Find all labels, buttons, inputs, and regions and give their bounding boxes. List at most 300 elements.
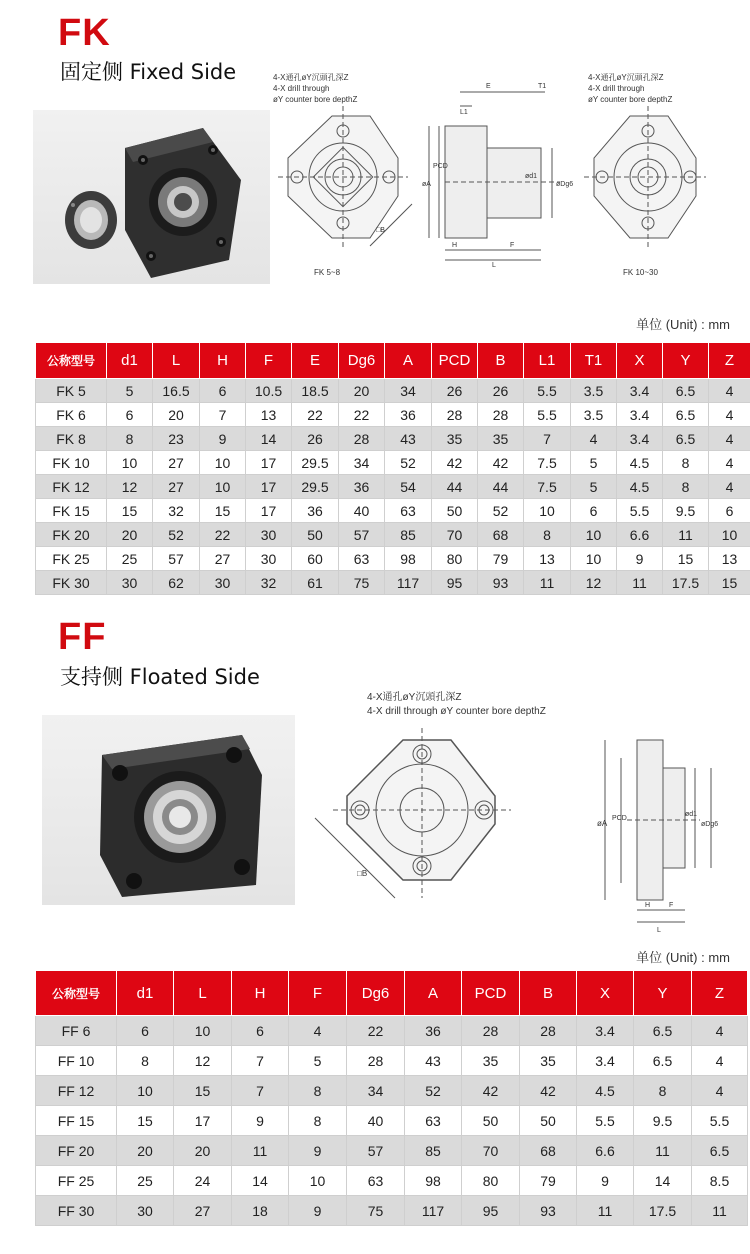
value-cell: 3.5 [571,403,617,427]
fk-dim-a: øA [422,181,431,188]
value-cell: 42 [462,1076,520,1106]
fk-dim-e: E [486,83,491,90]
table-row [36,1076,748,1106]
value-cell: 8 [663,475,709,499]
value-cell: 11 [524,571,571,595]
ff-header-d1: d1 [117,971,174,1016]
value-cell: 10 [107,451,153,475]
ff-dim-d1: ød1 [685,811,698,818]
fk-header-f: F [246,343,292,379]
value-cell: 6 [709,499,750,523]
value-cell: 9 [200,427,246,451]
model-cell: FF 25 [36,1166,117,1196]
value-cell: 15 [107,499,153,523]
table-row [36,475,750,499]
value-cell: 26 [478,379,524,403]
value-cell: 42 [520,1076,577,1106]
fk-header-y: Y [663,343,709,379]
value-cell: 17 [246,475,292,499]
ff-drawing-note-2: 4-X drill through øY counter bore depthZ [367,706,546,717]
model-cell: FF 20 [36,1136,117,1166]
value-cell: 23 [153,427,200,451]
value-cell: 7.5 [524,475,571,499]
value-cell: 22 [292,403,339,427]
table-row [36,379,750,403]
value-cell: 26 [432,379,478,403]
value-cell: 35 [478,427,524,451]
value-cell: 60 [292,547,339,571]
value-cell: 30 [107,571,153,595]
value-cell: 85 [385,523,432,547]
value-cell: 5 [571,475,617,499]
value-cell: 28 [520,1016,577,1046]
value-cell: 3.4 [577,1016,634,1046]
value-cell: 4 [709,427,750,451]
value-cell: 62 [153,571,200,595]
value-cell: 28 [339,427,385,451]
value-cell: 6.5 [634,1016,692,1046]
value-cell: 68 [478,523,524,547]
value-cell: 34 [339,451,385,475]
value-cell: 9.5 [663,499,709,523]
model-cell: FK 30 [36,571,107,595]
value-cell: 40 [347,1106,405,1136]
value-cell: 8 [289,1076,347,1106]
value-cell: 40 [339,499,385,523]
table-row [36,403,750,427]
value-cell: 11 [232,1136,289,1166]
value-cell: 8 [634,1076,692,1106]
value-cell: 6.6 [577,1136,634,1166]
fk-header-d1: d1 [107,343,153,379]
value-cell: 18.5 [292,379,339,403]
table-row [36,1136,748,1166]
value-cell: 5 [571,451,617,475]
fk-drawing-note-3: øY counter bore depthZ [273,95,358,104]
fk-header-x: X [617,343,663,379]
table-row [36,499,750,523]
value-cell: 13 [246,403,292,427]
value-cell: 32 [246,571,292,595]
value-cell: 13 [524,547,571,571]
fk-drawing-caption-left: FK 5~8 [314,268,341,277]
value-cell: 14 [246,427,292,451]
model-cell: FF 6 [36,1016,117,1046]
fk-dim-d1: ød1 [525,173,538,180]
value-cell: 17 [246,451,292,475]
ff-header-a: A [405,971,462,1016]
value-cell: 75 [339,571,385,595]
value-cell: 42 [478,451,524,475]
fk-header-model: 公称型号 [36,343,107,379]
value-cell: 36 [405,1016,462,1046]
ff-header-z: Z [692,971,748,1016]
value-cell: 11 [617,571,663,595]
ff-drawing-note-1: 4-X通孔øY沉頭孔深Z [367,692,462,703]
value-cell: 32 [153,499,200,523]
value-cell: 20 [117,1136,174,1166]
fk-header-dg6: Dg6 [339,343,385,379]
value-cell: 52 [478,499,524,523]
value-cell: 5.5 [617,499,663,523]
value-cell: 25 [107,547,153,571]
value-cell: 22 [200,523,246,547]
table-row [36,1016,748,1046]
value-cell: 30 [117,1196,174,1226]
fk-spec-table [35,342,750,595]
ff-technical-drawing [305,688,725,936]
value-cell: 6 [232,1016,289,1046]
value-cell: 20 [339,379,385,403]
value-cell: 36 [385,403,432,427]
value-cell: 57 [339,523,385,547]
ff-header-f: F [289,971,347,1016]
value-cell: 20 [107,523,153,547]
fk-header-e: E [292,343,339,379]
value-cell: 79 [478,547,524,571]
value-cell: 24 [174,1166,232,1196]
value-cell: 27 [153,475,200,499]
value-cell: 95 [432,571,478,595]
value-cell: 4 [709,379,750,403]
fk-drawing-note-5: 4-X drill through [588,84,645,93]
fk-section-subtitle: 固定侧 Fixed Side [60,60,237,84]
value-cell: 18 [232,1196,289,1226]
value-cell: 36 [292,499,339,523]
ff-spec-table [35,970,748,1226]
value-cell: 28 [347,1046,405,1076]
value-cell: 11 [634,1136,692,1166]
model-cell: FF 15 [36,1106,117,1136]
value-cell: 35 [520,1046,577,1076]
value-cell: 22 [347,1016,405,1046]
value-cell: 10 [524,499,571,523]
value-cell: 35 [432,427,478,451]
ff-table-header-row [36,971,748,1016]
value-cell: 63 [339,547,385,571]
fk-header-h: H [200,343,246,379]
fk-header-t1: T1 [571,343,617,379]
value-cell: 117 [405,1196,462,1226]
value-cell: 52 [405,1076,462,1106]
model-cell: FK 25 [36,547,107,571]
value-cell: 75 [347,1196,405,1226]
model-cell: FK 6 [36,403,107,427]
value-cell: 27 [174,1196,232,1226]
value-cell: 10 [200,451,246,475]
value-cell: 8 [289,1106,347,1136]
ff-dim-pcd: PCD [612,815,627,822]
value-cell: 9.5 [634,1106,692,1136]
table-row [36,571,750,595]
value-cell: 10 [709,523,750,547]
value-cell: 4 [709,403,750,427]
value-cell: 63 [385,499,432,523]
value-cell: 7.5 [524,451,571,475]
fk-header-l1: L1 [524,343,571,379]
value-cell: 61 [292,571,339,595]
value-cell: 63 [405,1106,462,1136]
value-cell: 52 [153,523,200,547]
model-cell: FK 5 [36,379,107,403]
value-cell: 8 [524,523,571,547]
value-cell: 43 [405,1046,462,1076]
value-cell: 4.5 [577,1076,634,1106]
value-cell: 85 [405,1136,462,1166]
value-cell: 14 [634,1166,692,1196]
value-cell: 17 [174,1106,232,1136]
value-cell: 6.5 [663,427,709,451]
fk-dim-b: □B [376,227,385,234]
fk-header-l: L [153,343,200,379]
value-cell: 26 [292,427,339,451]
ff-header-h: H [232,971,289,1016]
table-row [36,1106,748,1136]
value-cell: 50 [520,1106,577,1136]
value-cell: 34 [347,1076,405,1106]
table-row [36,451,750,475]
value-cell: 11 [663,523,709,547]
value-cell: 7 [200,403,246,427]
model-cell: FK 8 [36,427,107,451]
table-row [36,1166,748,1196]
ff-header-l: L [174,971,232,1016]
value-cell: 12 [107,475,153,499]
value-cell: 95 [462,1196,520,1226]
value-cell: 7 [232,1046,289,1076]
value-cell: 30 [200,571,246,595]
value-cell: 27 [200,547,246,571]
value-cell: 28 [462,1016,520,1046]
value-cell: 4 [692,1016,748,1046]
value-cell: 12 [571,571,617,595]
model-cell: FF 10 [36,1046,117,1076]
value-cell: 3.4 [617,427,663,451]
value-cell: 27 [153,451,200,475]
value-cell: 20 [174,1136,232,1166]
value-cell: 12 [174,1046,232,1076]
value-cell: 9 [289,1136,347,1166]
value-cell: 5.5 [577,1106,634,1136]
fk-header-pcd: PCD [432,343,478,379]
fk-drawing-caption-right: FK 10~30 [623,268,658,277]
value-cell: 7 [232,1076,289,1106]
fk-dim-pcd: PCD [433,163,448,170]
value-cell: 3.4 [617,379,663,403]
value-cell: 17 [246,499,292,523]
value-cell: 5.5 [692,1106,748,1136]
ff-dim-a: øA [597,819,608,828]
fk-technical-drawing [270,68,710,283]
table-row [36,427,750,451]
value-cell: 10 [289,1166,347,1196]
value-cell: 80 [462,1166,520,1196]
fk-drawing-note-4: 4-X通孔øY沉頭孔深Z [588,73,664,82]
fk-dim-dg6: øDg6 [556,181,574,188]
ff-header-y: Y [634,971,692,1016]
table-row [36,523,750,547]
value-cell: 50 [292,523,339,547]
ff-product-photo [42,715,295,905]
value-cell: 10 [571,547,617,571]
model-cell: FF 30 [36,1196,117,1226]
value-cell: 42 [432,451,478,475]
value-cell: 70 [462,1136,520,1166]
ff-header-dg6: Dg6 [347,971,405,1016]
value-cell: 6.5 [663,379,709,403]
value-cell: 4 [289,1016,347,1046]
value-cell: 80 [432,547,478,571]
fk-header-z: Z [709,343,750,379]
value-cell: 8 [663,451,709,475]
value-cell: 22 [339,403,385,427]
value-cell: 34 [385,379,432,403]
ff-unit-label: 单位 (Unit) : mm [636,950,730,965]
value-cell: 63 [347,1166,405,1196]
value-cell: 44 [432,475,478,499]
model-cell: FF 12 [36,1076,117,1106]
value-cell: 117 [385,571,432,595]
fk-dim-t1: T1 [538,83,547,90]
value-cell: 9 [289,1196,347,1226]
ff-section-subtitle: 支持侧 Floated Side [60,665,260,689]
fk-drawing-note-6: øY counter bore depthZ [588,95,673,104]
model-cell: FK 12 [36,475,107,499]
value-cell: 4 [692,1076,748,1106]
ff-header-b: B [520,971,577,1016]
ff-dim-f: F [669,902,674,909]
value-cell: 14 [232,1166,289,1196]
ff-section-code: FF [58,616,107,658]
fk-dim-l: L [492,262,496,269]
value-cell: 4 [709,475,750,499]
value-cell: 4.5 [617,451,663,475]
value-cell: 15 [200,499,246,523]
value-cell: 57 [153,547,200,571]
value-cell: 5.5 [524,403,571,427]
value-cell: 15 [117,1106,174,1136]
fk-dim-l1: L1 [460,109,468,116]
fk-table-header-row [36,343,750,379]
value-cell: 15 [174,1076,232,1106]
value-cell: 4 [709,451,750,475]
fk-header-a: A [385,343,432,379]
value-cell: 98 [405,1166,462,1196]
table-row [36,1196,748,1226]
value-cell: 15 [709,571,750,595]
value-cell: 7 [524,427,571,451]
value-cell: 6.5 [663,403,709,427]
fk-drawing-note-2: 4-X drill through [273,84,330,93]
value-cell: 93 [478,571,524,595]
value-cell: 10 [571,523,617,547]
value-cell: 79 [520,1166,577,1196]
value-cell: 29.5 [292,451,339,475]
table-row [36,1046,748,1076]
value-cell: 6.5 [634,1046,692,1076]
value-cell: 10.5 [246,379,292,403]
value-cell: 70 [432,523,478,547]
value-cell: 8.5 [692,1166,748,1196]
value-cell: 11 [577,1196,634,1226]
value-cell: 17.5 [663,571,709,595]
fk-section-code: FK [58,12,111,54]
fk-header-b: B [478,343,524,379]
value-cell: 6.5 [692,1136,748,1166]
ff-header-x: X [577,971,634,1016]
value-cell: 6.6 [617,523,663,547]
ff-header-pcd: PCD [462,971,520,1016]
fk-dim-h: H [452,242,458,249]
fk-dim-f: F [510,242,515,249]
value-cell: 17.5 [634,1196,692,1226]
value-cell: 10 [200,475,246,499]
value-cell: 5.5 [524,379,571,403]
value-cell: 16.5 [153,379,200,403]
model-cell: FK 15 [36,499,107,523]
value-cell: 93 [520,1196,577,1226]
value-cell: 5 [289,1046,347,1076]
value-cell: 8 [117,1046,174,1076]
value-cell: 28 [478,403,524,427]
value-cell: 30 [246,523,292,547]
value-cell: 4.5 [617,475,663,499]
value-cell: 52 [385,451,432,475]
value-cell: 20 [153,403,200,427]
value-cell: 9 [232,1106,289,1136]
value-cell: 6 [571,499,617,523]
fk-product-photo [33,110,270,284]
ff-dim-l: L [657,927,661,934]
ff-dim-h: H [645,902,651,909]
value-cell: 4 [571,427,617,451]
value-cell: 9 [617,547,663,571]
value-cell: 98 [385,547,432,571]
value-cell: 35 [462,1046,520,1076]
value-cell: 36 [339,475,385,499]
value-cell: 3.5 [571,379,617,403]
value-cell: 13 [709,547,750,571]
value-cell: 43 [385,427,432,451]
value-cell: 10 [117,1076,174,1106]
ff-header-model: 公称型号 [36,971,117,1016]
value-cell: 5 [107,379,153,403]
value-cell: 25 [117,1166,174,1196]
value-cell: 6 [107,403,153,427]
value-cell: 50 [462,1106,520,1136]
model-cell: FK 20 [36,523,107,547]
value-cell: 44 [478,475,524,499]
fk-drawing-note-1: 4-X通孔øY沉頭孔深Z [273,73,349,82]
value-cell: 30 [246,547,292,571]
value-cell: 50 [432,499,478,523]
value-cell: 57 [347,1136,405,1166]
value-cell: 11 [692,1196,748,1226]
value-cell: 28 [432,403,478,427]
value-cell: 3.4 [577,1046,634,1076]
value-cell: 9 [577,1166,634,1196]
table-row [36,547,750,571]
value-cell: 10 [174,1016,232,1046]
value-cell: 29.5 [292,475,339,499]
value-cell: 54 [385,475,432,499]
ff-dim-dg6: øDg6 [701,821,719,828]
fk-unit-label: 单位 (Unit) : mm [636,317,730,332]
value-cell: 15 [663,547,709,571]
value-cell: 68 [520,1136,577,1166]
value-cell: 6 [200,379,246,403]
model-cell: FK 10 [36,451,107,475]
